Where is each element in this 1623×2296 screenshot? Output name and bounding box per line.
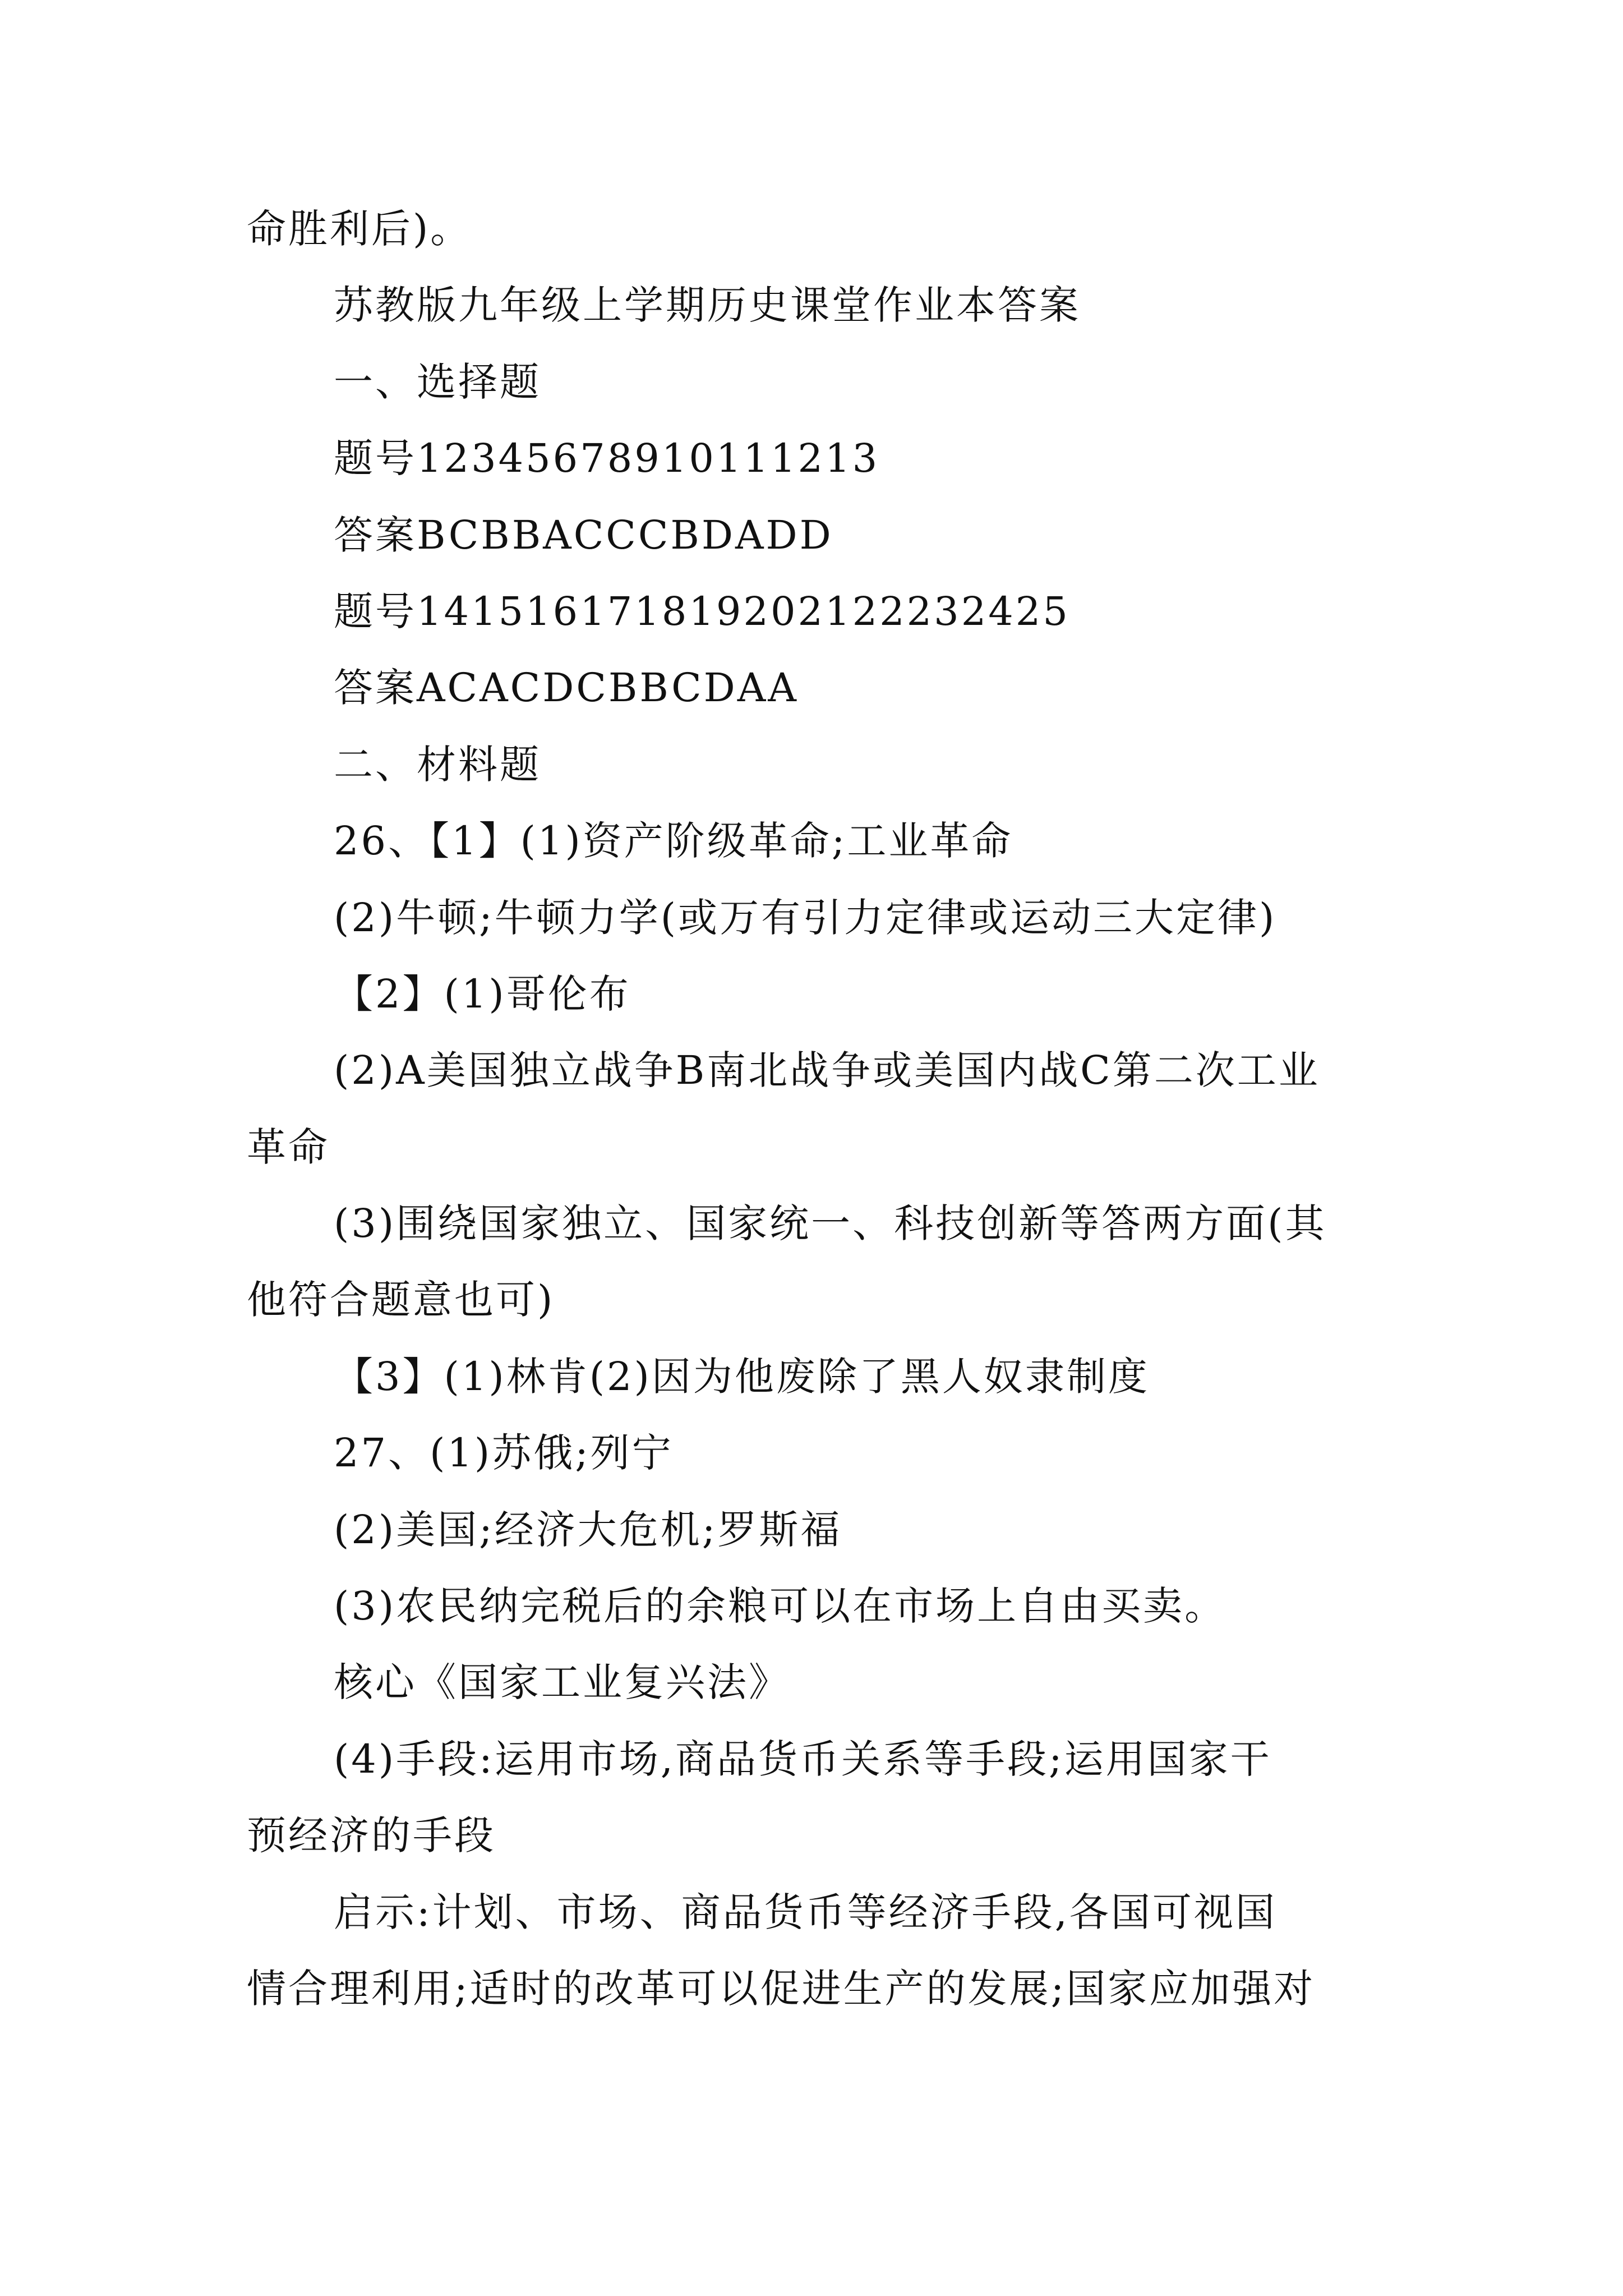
text-line: 26、【1】(1)资产阶级革命;工业革命 <box>334 818 1013 864</box>
text-line: 核心《国家工业复兴法》 <box>334 1659 790 1706</box>
text-line: 27、(1)苏俄;列宁 <box>334 1430 674 1476</box>
text-line: 【2】(1)哥伦布 <box>334 970 631 1017</box>
text-line: (2)美国;经济大危机;罗斯福 <box>334 1506 842 1553</box>
question-numbers-row: 题号141516171819202122232425 <box>334 588 1070 634</box>
text-line: (3)农民纳完税后的余粮可以在市场上自由买卖。 <box>334 1583 1227 1630</box>
document-body <box>247 191 1391 2027</box>
text-line: (4)手段:运用市场,商品货币关系等手段;运用国家干 <box>334 1736 1272 1782</box>
text-line: 革命 <box>247 1124 330 1170</box>
text-line: (2)A美国独立战争B南北战争或美国内战C第二次工业 <box>334 1047 1320 1094</box>
section-heading: 一、选择题 <box>334 358 541 405</box>
text-line: (3)围绕国家独立、国家统一、科技创新等答两方面(其 <box>334 1200 1327 1247</box>
text-line: 他符合题意也可) <box>247 1277 555 1323</box>
text-line: 启示:计划、市场、商品货币等经济手段,各国可视国 <box>334 1889 1277 1935</box>
section-heading: 二、材料题 <box>334 741 541 788</box>
document-title: 苏教版九年级上学期历史课堂作业本答案 <box>334 282 1081 329</box>
text-line: 情合理利用;适时的改革可以促进生产的发展;国家应加强对 <box>247 1965 1316 2012</box>
text-line: 命胜利后)。 <box>247 206 472 252</box>
text-line: 【3】(1)林肯(2)因为他废除了黑人奴隶制度 <box>334 1353 1150 1400</box>
text-line: 预经济的手段 <box>247 1812 496 1859</box>
answers-row: 答案BCBBACCCBDADD <box>334 512 833 558</box>
answers-row: 答案ACACDCBBCDAA <box>334 665 799 711</box>
question-numbers-row: 题号12345678910111213 <box>334 435 880 482</box>
text-line: (2)牛顿;牛顿力学(或万有引力定律或运动三大定律) <box>334 894 1277 941</box>
